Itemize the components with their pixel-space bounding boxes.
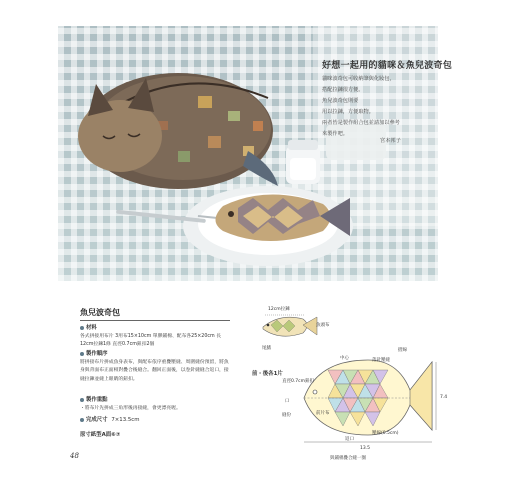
center-label: 中心 — [340, 356, 349, 361]
fold-line-label: 摺線 — [398, 348, 407, 353]
description-line: 貓咪波奇包可收納筆與化妝包， — [322, 76, 395, 82]
bullet-icon — [80, 398, 84, 402]
steps-heading: 製作順序 — [86, 351, 108, 357]
section-divider — [80, 320, 230, 321]
size-heading: 完成尺寸 — [86, 417, 108, 423]
size-text: 7×13.5cm — [111, 417, 140, 423]
description-line: 來製作吧。 — [322, 131, 348, 137]
photo-title: 好想一起用的貓咪＆魚兒波奇包 — [322, 61, 453, 71]
seam-allowance-label: 縫份 — [282, 413, 291, 418]
bottom-note: 與鋪棉疊合縫一圈 — [330, 456, 366, 461]
inner-note-label: 前片布 — [316, 411, 330, 416]
eye-label: 直徑0.7cm鈕扣 — [282, 379, 315, 384]
point-text: ・將布片先拼成三角形後再接縫，會更漂亮喔。 — [80, 405, 181, 411]
point-block — [80, 396, 230, 413]
tail-label: 尾鰭 — [262, 346, 271, 351]
height-dimension: 7.4 — [440, 395, 448, 400]
return-label: 返口 — [345, 437, 354, 442]
mouth-label: 口 — [285, 399, 290, 404]
page-number: 48 — [70, 452, 79, 460]
fish-thumbnail — [255, 305, 325, 347]
description-line: 用以拉鍊，方便取物。 — [322, 109, 374, 115]
author-credit: 宮本邦子 — [380, 138, 401, 144]
bullet-icon — [80, 352, 84, 356]
jar-image — [286, 140, 320, 184]
cat-pouch-image — [78, 73, 278, 189]
zipper-label: 12cm拉鍊 — [268, 307, 290, 312]
description-line: 兩者皆是製作組合包並請加以參考 — [322, 120, 400, 126]
photo-description — [322, 74, 432, 140]
dotted-label: 壓線(0.5cm) — [372, 431, 399, 436]
materials-text: 各式拼接用布片 3用布15×10cm 單膠鋪棉、配布各25×20cm 長12cm拉鍊1條 直徑0.7cm鈕扣2個 — [80, 333, 222, 347]
quilting-label: 落針壓縫 — [372, 358, 390, 363]
section-title: 魚兒波奇包 — [80, 308, 120, 317]
size-block — [80, 416, 230, 425]
pattern-note: 原寸紙型A面⑥⑦ — [80, 432, 121, 438]
description-line: 魚兒波奇包則要 — [322, 98, 359, 104]
fish-body-label: 魚頭布 — [316, 323, 330, 328]
steps-block — [80, 350, 230, 384]
steps-text: 將拼接布片拼成魚身表布，與配布依序重疊壓縫、周圍縫份預留，將魚身與背面布正面相對疊合後縫合。翻回正面後，以卷針縫縫合返口，接縫拉鍊並縫上眼睛的鈕扣。 — [80, 359, 229, 382]
point-heading: 製作重點 — [86, 397, 108, 403]
fish-pattern-diagram — [298, 350, 438, 445]
materials-block — [80, 324, 230, 350]
bullet-icon — [80, 418, 84, 422]
width-dimension: 13.5 — [360, 446, 371, 451]
description-line: 搭配拉鍊很方便。 — [322, 87, 364, 93]
diagram-title: 前・後各1片 — [252, 371, 283, 377]
materials-heading: 材料 — [86, 325, 97, 331]
bullet-icon — [80, 326, 84, 330]
